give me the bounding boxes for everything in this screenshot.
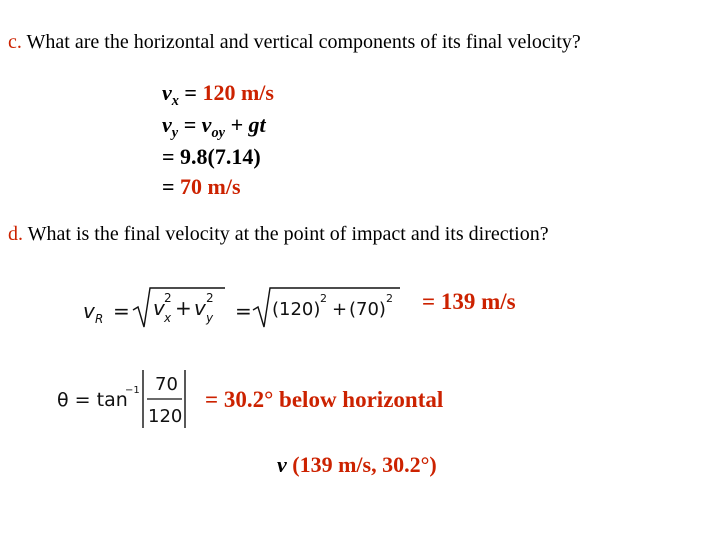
question-c-letter: c.: [8, 31, 22, 53]
svg-text:2: 2: [164, 291, 172, 305]
question-d: [8, 223, 549, 246]
final-velocity-value: (139 m/s, 30.2°): [286, 452, 437, 477]
question-d-letter: d.: [8, 223, 23, 245]
svg-text:R: R: [95, 312, 104, 326]
svg-text:v: v: [153, 296, 165, 320]
vy-result: [162, 174, 241, 200]
svg-text:2: 2: [320, 292, 327, 305]
svg-text:y: y: [206, 311, 214, 325]
svg-text:2: 2: [206, 291, 214, 305]
vR-formula: [75, 280, 405, 335]
svg-text:−1: −1: [125, 385, 140, 396]
vx-equation: [162, 80, 274, 110]
vx-value: 120 m/s: [202, 80, 274, 105]
svg-text:+: +: [175, 296, 192, 320]
question-d-text: What is the final velocity at the point of impact and its direction?: [27, 223, 549, 245]
final-velocity: [277, 452, 437, 478]
svg-text:θ = tan: θ = tan: [57, 389, 128, 411]
question-c-text: What are the horizontal and vertical components of its final velocity?: [26, 31, 581, 53]
svg-text:(120): (120): [272, 299, 321, 320]
vx-equals: =: [178, 80, 203, 105]
svg-text:120: 120: [148, 406, 183, 427]
theta-result: = 30.2° below horizontal: [205, 387, 444, 412]
vy-equation: [162, 112, 266, 142]
svg-text:+: +: [332, 299, 348, 320]
svg-text:(70): (70): [349, 299, 386, 320]
svg-text:=: =: [113, 299, 130, 323]
vy-gt-term: + gt: [224, 112, 266, 137]
question-c: [8, 31, 581, 54]
svg-text:70: 70: [155, 374, 178, 395]
vx-symbol: v: [162, 80, 172, 105]
svg-text:v: v: [83, 299, 95, 323]
voy-subscript: oy: [211, 125, 225, 141]
svg-text:2: 2: [386, 292, 393, 305]
svg-text:v: v: [194, 296, 206, 320]
vy-result-value: 70 m/s: [180, 174, 241, 199]
svg-text:x: x: [164, 311, 172, 325]
vy-result-equals: =: [162, 174, 181, 199]
vy-equals-voy: = v: [178, 112, 212, 137]
svg-text:=: =: [235, 299, 252, 323]
vx-subscript: x: [171, 93, 179, 109]
vy-symbol: v: [162, 112, 172, 137]
final-velocity-symbol: v: [277, 452, 287, 477]
vy-subscript: y: [171, 125, 179, 141]
vR-result: = 139 m/s: [422, 289, 516, 314]
theta-formula: [55, 366, 195, 436]
vy-substitution: = 9.8(7.14): [162, 144, 261, 169]
